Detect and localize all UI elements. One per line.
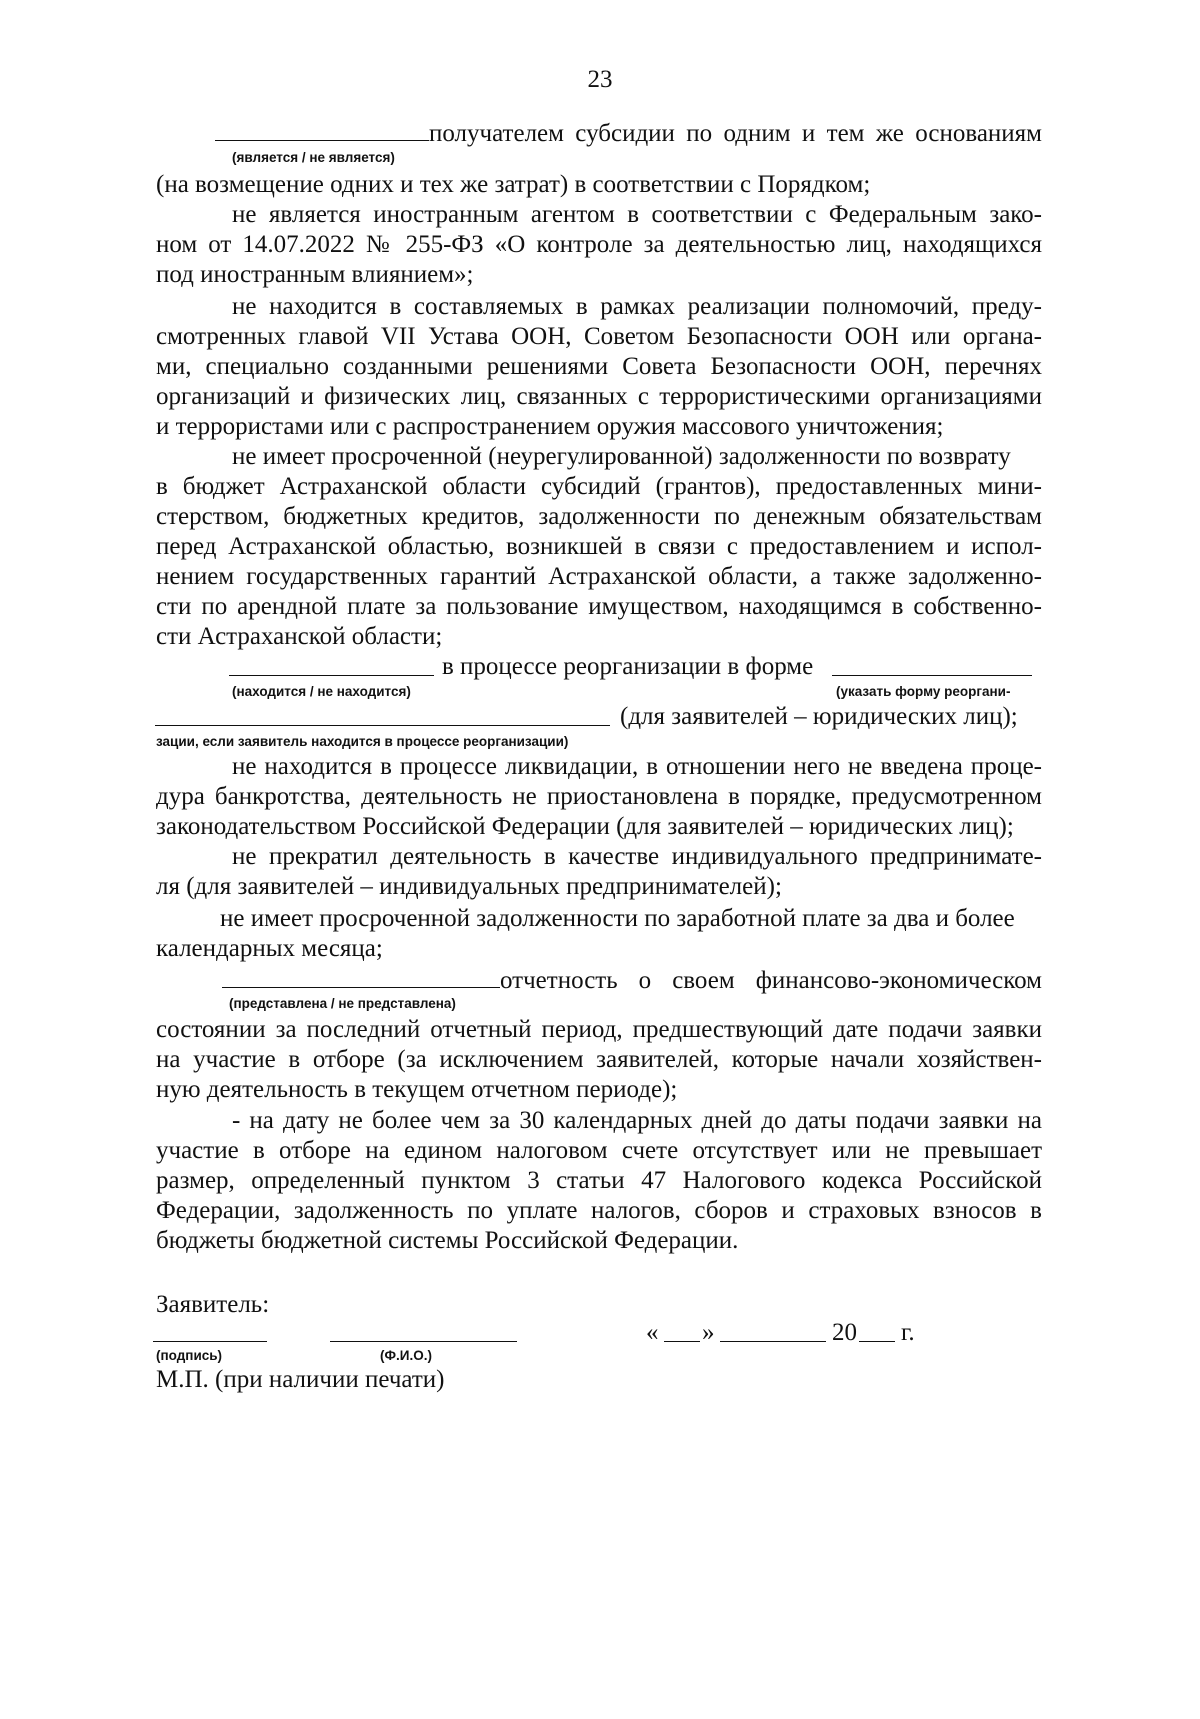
caption-submitted: (представлена / не представлена): [229, 996, 456, 1011]
text-line: (на возмещение одних и тех же затрат) в соответствии с Порядком;: [156, 171, 871, 198]
text-line: ную деятельность в текущем отчетном периоде);: [156, 1076, 678, 1103]
date-close-quote: »: [702, 1319, 715, 1346]
text-line: на участие в отборе (за исключением заявителей, которые начали хозяйствен-: [156, 1046, 1042, 1073]
text-line: законодательством Российской Федерации (для заявителей – юридических лиц);: [156, 813, 1014, 840]
text-line: дура банкротства, деятельность не приостановлена в порядке, предусмотренном: [156, 783, 1042, 810]
date-year-prefix: 20: [832, 1319, 857, 1346]
text-legal-entities: (для заявителей – юридических лиц);: [620, 703, 1018, 730]
text-line: бюджеты бюджетной системы Российской Федерации.: [156, 1227, 739, 1254]
fio-field[interactable]: [330, 1341, 517, 1342]
text-line: размер, определенный пунктом 3 статьи 47 Налогового кодекса Российской: [156, 1167, 1042, 1194]
text-line: стерством, бюджетных кредитов, задолженности по денежным обязательствам: [156, 503, 1042, 530]
text-line: в бюджет Астраханской области субсидий (грантов), предоставленных мини-: [156, 473, 1042, 500]
text-line: участие в отборе на едином налоговом счете отсутствует или не превышает: [156, 1137, 1042, 1164]
text-line: состоянии за последний отчетный период, предшествующий дате подачи заявки: [156, 1016, 1042, 1043]
date-year-field[interactable]: [859, 1341, 895, 1342]
blank-field-reorg-form-cont[interactable]: [155, 725, 610, 726]
text-line-recipient: [215, 118, 1042, 149]
date-year-suffix: г.: [901, 1319, 915, 1346]
caption-is-not: (является / не является): [232, 150, 395, 165]
text-report: отчетность о своем финансово-экономическом: [500, 967, 1042, 994]
text-line: не имеет просроченной (неурегулированной) задолженности по возврату: [232, 443, 1011, 470]
text-line: не имеет просроченной задолженности по заработной плате за два и более: [220, 905, 1015, 932]
text-line: Федерации, задолженность по уплате налогов, сборов и страховых взносов в: [156, 1197, 1042, 1224]
text-line: - на дату не более чем за 30 календарных дней до даты подачи заявки на: [232, 1107, 1042, 1134]
caption-located: (находится / не находится): [232, 684, 411, 699]
text-recipient: получателем субсидии по одним и тем же основаниям: [429, 120, 1042, 147]
text-line: сти Астраханской области;: [156, 623, 443, 650]
text-line: организаций и физических лиц, связанных с террористическими организациями: [156, 383, 1042, 410]
caption-signature: (подпись): [156, 1348, 223, 1363]
stamp-note: М.П. (при наличии печати): [156, 1366, 445, 1393]
text-reorg: в процессе реорганизации в форме: [442, 653, 814, 680]
text-line-report: [222, 965, 1042, 996]
caption-fio: (Ф.И.О.): [380, 1348, 432, 1363]
text-line: ми, специально созданными решениями Совета Безопасности ООН, перечнях: [156, 353, 1042, 380]
blank-field-report-status[interactable]: [222, 965, 500, 988]
date-open-quote: «: [646, 1319, 659, 1346]
caption-reorg-cont: зации, если заявитель находится в процессе реорганизации): [156, 734, 569, 749]
text-line: смотренных главой VII Устава ООН, Советом Безопасности ООН или органа-: [156, 323, 1042, 350]
text-line: ля (для заявителей – индивидуальных предпринимателей);: [156, 873, 782, 900]
text-line: календарных месяца;: [156, 935, 383, 962]
text-line: нением государственных гарантий Астраханской области, а также задолженно-: [156, 563, 1042, 590]
text-line: под иностранным влиянием»;: [156, 261, 474, 288]
blank-field-reorg-form[interactable]: [832, 675, 1032, 676]
text-line: сти по арендной плате за пользование имуществом, находящимся в собственно-: [156, 593, 1042, 620]
text-line: и террористами или с распространением оружия массового уничтожения;: [156, 413, 944, 440]
text-line: ном от 14.07.2022 № 255-ФЗ «О контроле за деятельностью лиц, находящихся: [156, 231, 1042, 258]
text-line: не является иностранным агентом в соответствии с Федеральным зако-: [232, 201, 1042, 228]
signature-field[interactable]: [153, 1341, 267, 1342]
blank-field-status[interactable]: [215, 118, 429, 141]
applicant-label: Заявитель:: [156, 1291, 270, 1318]
blank-field-reorg-status[interactable]: [229, 675, 434, 676]
text-line: не находится в процессе ликвидации, в отношении него не введена проце-: [232, 753, 1042, 780]
page-number: 23: [587, 66, 613, 93]
text-line: не находится в составляемых в рамках реализации полномочий, преду-: [232, 293, 1042, 320]
text-line: не прекратил деятельность в качестве индивидуального предпринимате-: [232, 843, 1042, 870]
date-day-field[interactable]: [664, 1341, 700, 1342]
date-month-field[interactable]: [720, 1341, 826, 1342]
caption-reorg-form: (указать форму реоргани-: [836, 684, 1011, 699]
text-line: перед Астраханской областью, возникшей в связи с предоставлением и испол-: [156, 533, 1042, 560]
